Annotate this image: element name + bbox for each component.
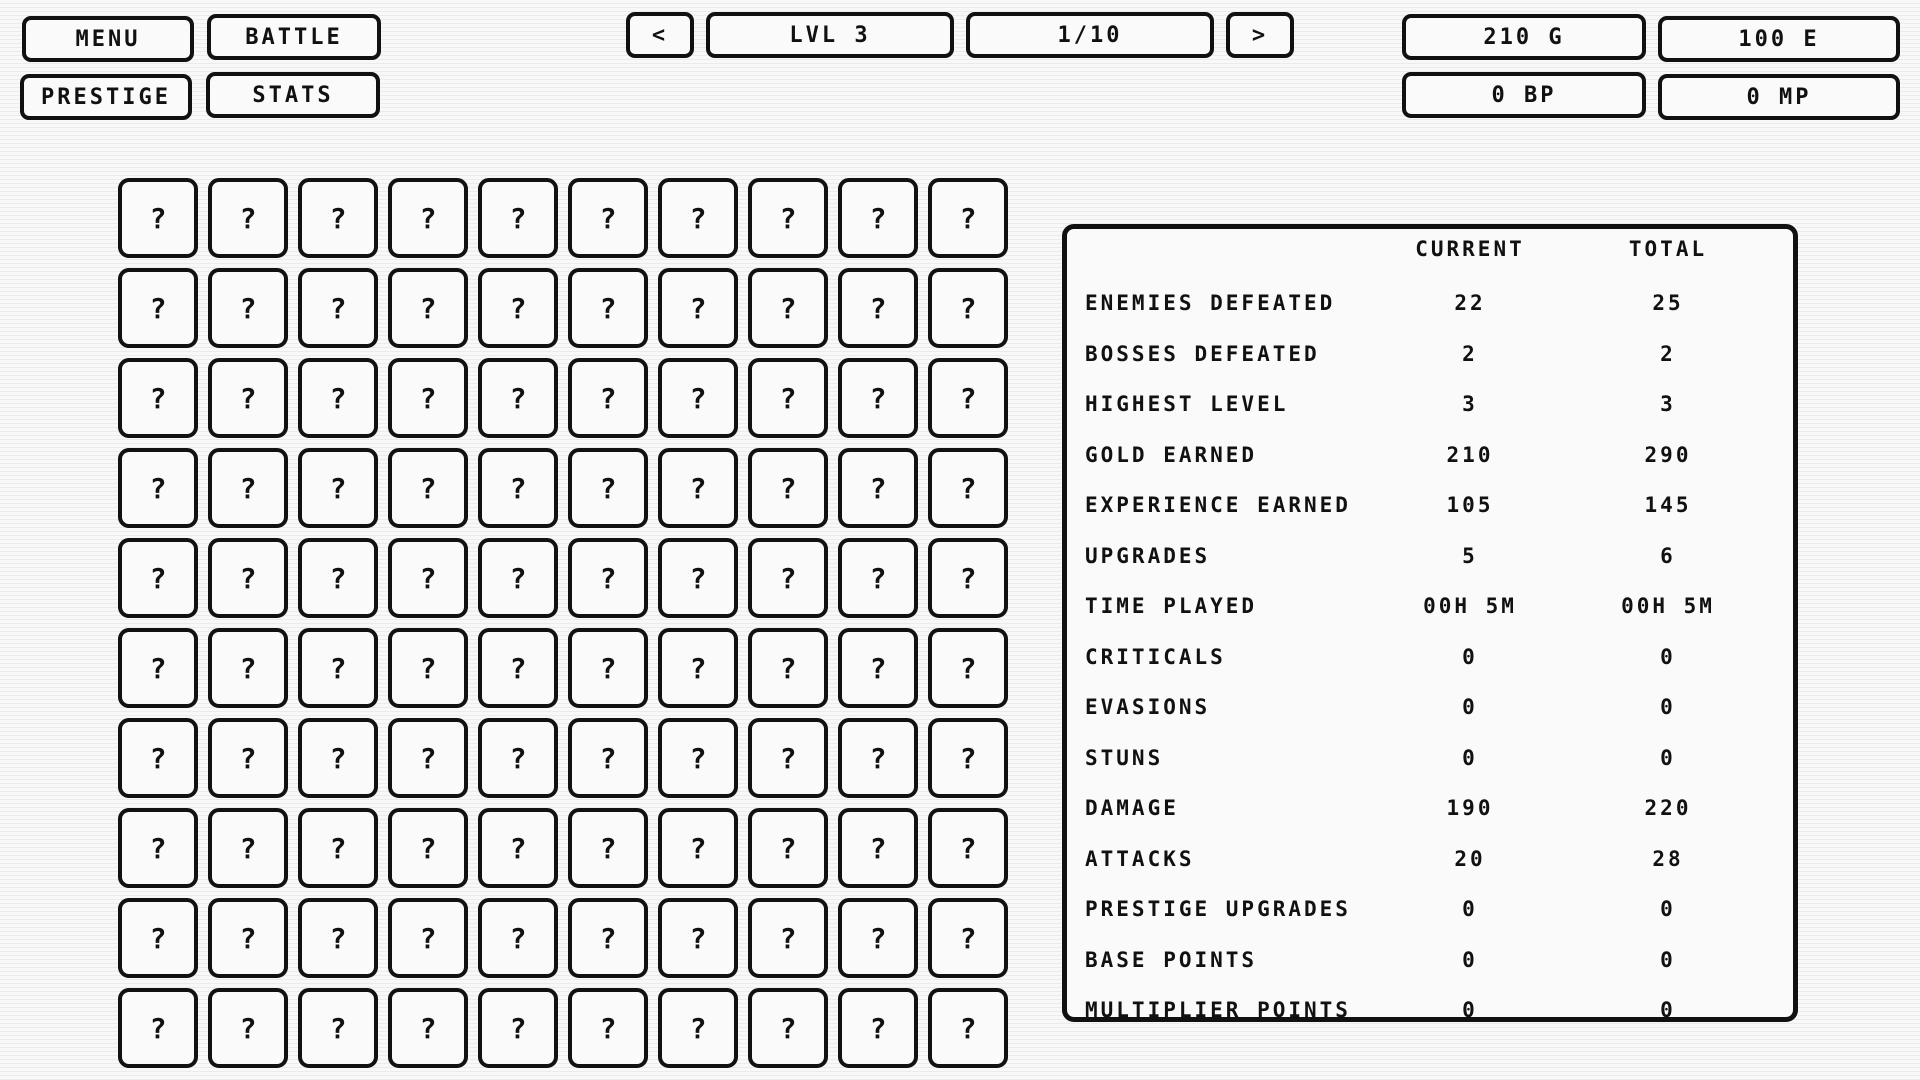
stats-panel bbox=[1062, 224, 1798, 1022]
grid-cell[interactable]: ? bbox=[838, 898, 918, 978]
grid-cell[interactable]: ? bbox=[838, 448, 918, 528]
grid-cell[interactable]: ? bbox=[928, 358, 1008, 438]
grid-cell[interactable]: ? bbox=[388, 358, 468, 438]
stat-row bbox=[1067, 887, 1793, 938]
grid-cell[interactable]: ? bbox=[568, 268, 648, 348]
grid-cell[interactable]: ? bbox=[118, 898, 198, 978]
grid-cell[interactable]: ? bbox=[298, 808, 378, 888]
stat-label: EVASIONS bbox=[1085, 695, 1211, 719]
stat-row bbox=[1067, 837, 1793, 888]
grid-cell[interactable]: ? bbox=[118, 268, 198, 348]
grid-cell[interactable]: ? bbox=[568, 448, 648, 528]
grid-cell[interactable]: ? bbox=[208, 718, 288, 798]
grid-cell[interactable]: ? bbox=[478, 178, 558, 258]
mystery-grid bbox=[118, 178, 1008, 1068]
stat-total-value: 0 bbox=[1660, 644, 1676, 669]
stat-label: ENEMIES DEFEATED bbox=[1085, 291, 1336, 315]
grid-cell[interactable]: ? bbox=[658, 718, 738, 798]
grid-cell[interactable]: ? bbox=[208, 898, 288, 978]
grid-cell[interactable]: ? bbox=[118, 358, 198, 438]
stat-label: UPGRADES bbox=[1085, 543, 1211, 568]
grid-cell[interactable]: ? bbox=[748, 448, 828, 528]
stat-label: PRESTIGE UPGRADES bbox=[1085, 897, 1351, 921]
stat-label: CRITICALS bbox=[1085, 644, 1226, 669]
stat-current-value: 3 bbox=[1462, 392, 1478, 416]
grid-cell[interactable]: ? bbox=[748, 718, 828, 798]
grid-cell[interactable]: ? bbox=[838, 988, 918, 1068]
stat-label: EXPERIENCE EARNED bbox=[1085, 493, 1351, 517]
stat-current-value: 22 bbox=[1454, 291, 1486, 315]
grid-cell[interactable]: ? bbox=[298, 358, 378, 438]
stat-current-value: 5 bbox=[1462, 543, 1478, 568]
stat-total-value: 6 bbox=[1660, 543, 1676, 568]
grid-cell[interactable]: ? bbox=[478, 268, 558, 348]
grid-cell[interactable]: ? bbox=[748, 898, 828, 978]
grid-cell[interactable]: ? bbox=[298, 448, 378, 528]
total-column-header: TOTAL bbox=[1628, 237, 1708, 261]
stat-current-value: 0 bbox=[1462, 745, 1478, 770]
stat-row bbox=[1067, 281, 1793, 332]
stat-rows bbox=[1067, 281, 1793, 1039]
grid-cell[interactable]: ? bbox=[838, 628, 918, 708]
grid-cell[interactable]: ? bbox=[208, 808, 288, 888]
grid-cell[interactable]: ? bbox=[208, 628, 288, 708]
stat-label: HIGHEST LEVEL bbox=[1085, 392, 1289, 416]
current-column-header: CURRENT bbox=[1415, 237, 1525, 261]
grid-cell[interactable]: ? bbox=[748, 178, 828, 258]
grid-cell[interactable]: ? bbox=[388, 898, 468, 978]
grid-cell[interactable]: ? bbox=[568, 178, 648, 258]
chevron-left-icon: < bbox=[651, 22, 669, 48]
stat-row bbox=[1067, 483, 1793, 534]
grid-cell[interactable]: ? bbox=[568, 988, 648, 1068]
battle-button[interactable]: BATTLE bbox=[207, 14, 381, 60]
grid-cell[interactable]: ? bbox=[838, 538, 918, 618]
stat-total-value: 220 bbox=[1644, 796, 1692, 820]
grid-cell[interactable]: ? bbox=[928, 988, 1008, 1068]
prestige-button[interactable]: PRESTIGE bbox=[20, 74, 192, 120]
grid-cell[interactable]: ? bbox=[478, 628, 558, 708]
grid-cell[interactable]: ? bbox=[118, 718, 198, 798]
grid-cell[interactable]: ? bbox=[748, 988, 828, 1068]
grid-cell[interactable]: ? bbox=[118, 628, 198, 708]
stat-total-value: 00H 5M bbox=[1621, 594, 1715, 618]
stat-current-value: 20 bbox=[1454, 846, 1486, 871]
stat-current-value: 0 bbox=[1462, 897, 1478, 921]
stat-current-value: 190 bbox=[1446, 796, 1494, 820]
grid-cell[interactable]: ? bbox=[568, 898, 648, 978]
stat-label: STUNS bbox=[1085, 745, 1164, 770]
grid-cell[interactable]: ? bbox=[298, 898, 378, 978]
grid-cell[interactable]: ? bbox=[388, 268, 468, 348]
energy-counter: 100 E bbox=[1658, 16, 1900, 62]
stat-total-value: 28 bbox=[1652, 846, 1684, 871]
grid-cell[interactable]: ? bbox=[298, 268, 378, 348]
stat-current-value: 0 bbox=[1462, 998, 1478, 1022]
grid-cell[interactable]: ? bbox=[838, 718, 918, 798]
stat-label: GOLD EARNED bbox=[1085, 442, 1258, 467]
grid-cell[interactable]: ? bbox=[928, 538, 1008, 618]
grid-cell[interactable]: ? bbox=[568, 718, 648, 798]
grid-cell[interactable]: ? bbox=[928, 268, 1008, 348]
grid-cell[interactable]: ? bbox=[928, 178, 1008, 258]
previous-level-button[interactable] bbox=[626, 12, 694, 58]
grid-cell[interactable]: ? bbox=[658, 898, 738, 978]
stat-label: BOSSES DEFEATED bbox=[1085, 341, 1320, 366]
stat-row bbox=[1067, 584, 1793, 635]
stat-label: MULTIPLIER POINTS bbox=[1085, 998, 1351, 1022]
grid-cell[interactable]: ? bbox=[118, 808, 198, 888]
grid-cell[interactable]: ? bbox=[928, 718, 1008, 798]
grid-cell[interactable]: ? bbox=[568, 538, 648, 618]
stat-current-value: 0 bbox=[1462, 695, 1478, 719]
grid-cell[interactable]: ? bbox=[658, 808, 738, 888]
stat-label: DAMAGE bbox=[1085, 796, 1179, 820]
grid-cell[interactable]: ? bbox=[478, 988, 558, 1068]
grid-cell[interactable]: ? bbox=[568, 628, 648, 708]
grid-cell[interactable]: ? bbox=[208, 268, 288, 348]
grid-cell[interactable]: ? bbox=[748, 808, 828, 888]
grid-cell[interactable]: ? bbox=[658, 628, 738, 708]
stage-progress: 1/10 bbox=[966, 12, 1214, 58]
stat-total-value: 145 bbox=[1644, 493, 1692, 517]
grid-cell[interactable]: ? bbox=[208, 988, 288, 1068]
grid-cell[interactable]: ? bbox=[478, 448, 558, 528]
stat-label: ATTACKS bbox=[1085, 846, 1195, 871]
stat-row bbox=[1067, 534, 1793, 585]
grid-cell[interactable]: ? bbox=[118, 178, 198, 258]
grid-cell[interactable]: ? bbox=[298, 718, 378, 798]
grid-cell[interactable]: ? bbox=[388, 718, 468, 798]
stat-current-value: 2 bbox=[1462, 341, 1478, 366]
stat-total-value: 0 bbox=[1660, 897, 1676, 921]
stat-current-value: 00H 5M bbox=[1423, 594, 1517, 618]
grid-cell[interactable]: ? bbox=[208, 358, 288, 438]
grid-cell[interactable]: ? bbox=[658, 538, 738, 618]
grid-cell[interactable]: ? bbox=[208, 178, 288, 258]
stat-current-value: 210 bbox=[1446, 442, 1494, 467]
grid-cell[interactable]: ? bbox=[298, 178, 378, 258]
stat-row bbox=[1067, 332, 1793, 383]
grid-cell[interactable]: ? bbox=[478, 538, 558, 618]
grid-cell[interactable]: ? bbox=[928, 448, 1008, 528]
stat-current-value: 0 bbox=[1462, 947, 1478, 972]
grid-cell[interactable]: ? bbox=[568, 808, 648, 888]
stat-row bbox=[1067, 988, 1793, 1039]
stat-current-value: 105 bbox=[1446, 493, 1494, 517]
grid-cell[interactable]: ? bbox=[928, 808, 1008, 888]
grid-cell[interactable]: ? bbox=[838, 178, 918, 258]
grid-cell[interactable]: ? bbox=[298, 988, 378, 1068]
stat-row bbox=[1067, 736, 1793, 787]
grid-cell[interactable]: ? bbox=[928, 898, 1008, 978]
menu-button[interactable]: MENU bbox=[22, 16, 194, 62]
grid-cell[interactable]: ? bbox=[388, 808, 468, 888]
grid-cell[interactable]: ? bbox=[928, 628, 1008, 708]
level-display: LVL 3 bbox=[706, 12, 954, 58]
grid-cell[interactable]: ? bbox=[658, 178, 738, 258]
stat-total-value: 2 bbox=[1660, 341, 1676, 366]
grid-cell[interactable]: ? bbox=[298, 628, 378, 708]
stat-total-value: 0 bbox=[1660, 745, 1676, 770]
grid-cell[interactable]: ? bbox=[658, 358, 738, 438]
gold-counter: 210 G bbox=[1402, 14, 1646, 60]
next-level-button[interactable] bbox=[1226, 12, 1294, 58]
grid-cell[interactable]: ? bbox=[118, 538, 198, 618]
grid-cell[interactable]: ? bbox=[388, 628, 468, 708]
stat-row bbox=[1067, 433, 1793, 484]
grid-cell[interactable]: ? bbox=[658, 448, 738, 528]
grid-cell[interactable]: ? bbox=[748, 628, 828, 708]
grid-cell[interactable]: ? bbox=[838, 808, 918, 888]
stat-label: BASE POINTS bbox=[1085, 947, 1258, 972]
grid-cell[interactable]: ? bbox=[748, 538, 828, 618]
grid-cell[interactable]: ? bbox=[208, 538, 288, 618]
grid-cell[interactable]: ? bbox=[118, 448, 198, 528]
grid-cell[interactable]: ? bbox=[478, 358, 558, 438]
grid-cell[interactable]: ? bbox=[748, 358, 828, 438]
grid-cell[interactable]: ? bbox=[118, 988, 198, 1068]
base-points-counter: 0 BP bbox=[1402, 72, 1646, 118]
grid-cell[interactable]: ? bbox=[388, 988, 468, 1068]
grid-cell[interactable]: ? bbox=[388, 448, 468, 528]
grid-cell[interactable]: ? bbox=[658, 268, 738, 348]
grid-cell[interactable]: ? bbox=[838, 268, 918, 348]
stat-row bbox=[1067, 382, 1793, 433]
grid-cell[interactable]: ? bbox=[298, 538, 378, 618]
stat-total-value: 3 bbox=[1660, 392, 1676, 416]
stat-row bbox=[1067, 635, 1793, 686]
grid-cell[interactable]: ? bbox=[208, 448, 288, 528]
stats-button[interactable]: STATS bbox=[206, 72, 380, 118]
stat-total-value: 290 bbox=[1644, 442, 1692, 467]
stat-row bbox=[1067, 938, 1793, 989]
multiplier-points-counter: 0 MP bbox=[1658, 74, 1900, 120]
grid-cell[interactable]: ? bbox=[568, 358, 648, 438]
grid-cell[interactable]: ? bbox=[748, 268, 828, 348]
grid-cell[interactable]: ? bbox=[838, 358, 918, 438]
grid-cell[interactable]: ? bbox=[478, 808, 558, 888]
stat-total-value: 0 bbox=[1660, 947, 1676, 972]
stat-current-value: 0 bbox=[1462, 644, 1478, 669]
stat-total-value: 0 bbox=[1660, 695, 1676, 719]
stat-total-value: 25 bbox=[1652, 291, 1684, 315]
grid-cell[interactable]: ? bbox=[388, 178, 468, 258]
stat-row bbox=[1067, 685, 1793, 736]
grid-cell[interactable]: ? bbox=[478, 898, 558, 978]
grid-cell[interactable]: ? bbox=[478, 718, 558, 798]
grid-cell[interactable]: ? bbox=[658, 988, 738, 1068]
stat-label: TIME PLAYED bbox=[1085, 594, 1258, 618]
stat-total-value: 0 bbox=[1660, 998, 1676, 1022]
chevron-right-icon: > bbox=[1251, 22, 1269, 48]
grid-cell[interactable]: ? bbox=[388, 538, 468, 618]
stat-row bbox=[1067, 786, 1793, 837]
